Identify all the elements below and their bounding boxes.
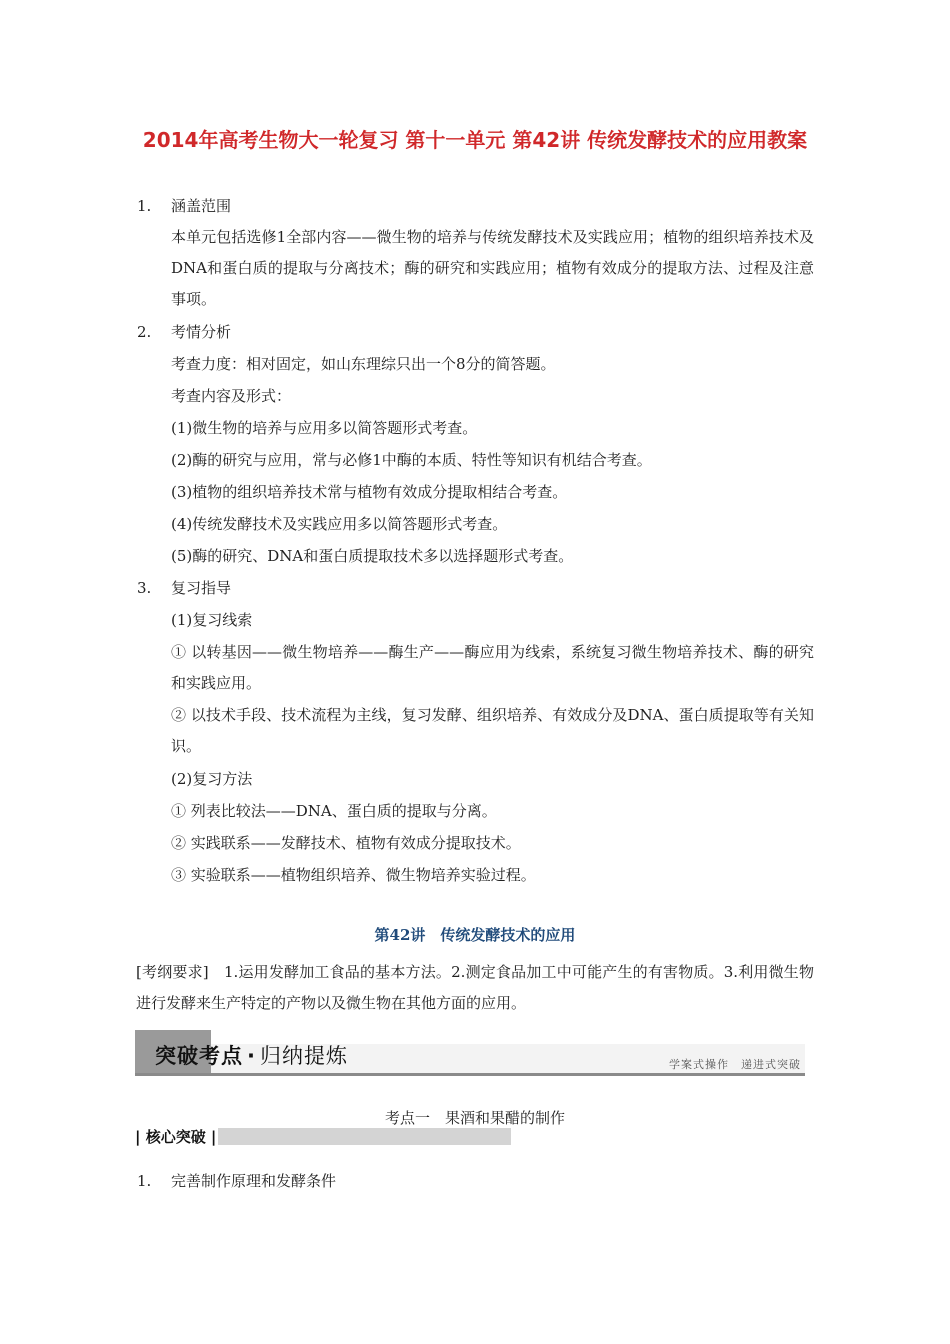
lecture-title: 第42讲 传统发酵技术的应用 xyxy=(374,926,576,944)
item-1-text: 完善制作原理和发酵条件 xyxy=(171,1172,337,1190)
section-1-number: 1. xyxy=(137,197,152,215)
exam-content-label: 考查内容及形式： xyxy=(171,387,292,405)
review-methods-label: (2)复习方法 xyxy=(171,770,253,788)
review-method-3: ③ 实验联系——植物组织培养、微生物培养实验过程。 xyxy=(171,866,536,884)
review-clues-label: (1)复习线索 xyxy=(171,611,253,629)
document-title: 2014年高考生物大一轮复习 第十一单元 第42讲 传统发酵技术的应用教案 xyxy=(142,128,808,152)
exam-item-4: (4)传统发酵技术及实践应用多以简答题形式考查。 xyxy=(171,515,508,533)
exam-item-2: (2)酶的研究与应用，常与必修1中酶的本质、特性等知识有机结合考查。 xyxy=(171,451,652,469)
banner-title-dot: · xyxy=(247,1044,256,1068)
section-2-heading: 考情分析 xyxy=(171,323,232,341)
section-1-heading: 涵盖范围 xyxy=(171,197,232,215)
exam-item-3: (3)植物的组织培养技术常与植物有效成分提取相结合考查。 xyxy=(171,483,568,501)
core-breakthrough-label: | 核心突破 | xyxy=(135,1128,217,1146)
banner-underline xyxy=(135,1073,805,1076)
section-2-number: 2. xyxy=(137,323,152,341)
banner-title xyxy=(155,1040,348,1070)
section-3-number: 3. xyxy=(137,579,152,597)
exam-item-1: (1)微生物的培养与应用多以简答题形式考查。 xyxy=(171,419,478,437)
section-3-heading: 复习指导 xyxy=(171,579,232,597)
section-1-body: 本单元包括选修1全部内容——微生物的培养与传统发酵技术及实践应用；植物的组织培养技术及DNA和蛋白质的提取与分离技术；酶的研究和实践应用；植物有效成分的提取方法、过程及注意事项。 xyxy=(171,228,814,308)
section-banner xyxy=(135,1030,805,1078)
banner-tagline: 学案式操作 递进式突破 xyxy=(669,1058,801,1071)
review-method-2: ② 实践联系——发酵技术、植物有效成分提取技术。 xyxy=(171,834,521,852)
exam-intensity-line: 考查力度：相对固定，如山东理综只出一个8分的简答题。 xyxy=(171,355,556,373)
review-method-1: ① 列表比较法——DNA、蛋白质的提取与分离。 xyxy=(171,802,497,820)
syllabus-requirements: [考纲要求] 1.运用发酵加工食品的基本方法。2.测定食品加工中可能产生的有害物质。3.利用微生物进行发酵来生产特定的产物以及微生物在其他方面的应用。 xyxy=(136,963,814,1012)
review-clue-2: ② 以技术手段、技术流程为主线，复习发酵、组织培养、有效成分及DNA、蛋白质提取等有关知识。 xyxy=(171,706,814,755)
banner-title-light: 归纳提炼 xyxy=(259,1044,348,1068)
core-breakthrough-bar xyxy=(135,1128,511,1145)
kaodian-title: 考点一 果酒和果醋的制作 xyxy=(384,1109,565,1127)
banner-title-bold: 突破考点 xyxy=(155,1044,243,1068)
exam-item-5: (5)酶的研究、DNA和蛋白质提取技术多以选择题形式考查。 xyxy=(171,547,574,565)
review-clue-1: ① 以转基因——微生物培养——酶生产——酶应用为线索，系统复习微生物培养技术、酶的研究和实践应用。 xyxy=(171,643,814,692)
item-1-number: 1. xyxy=(137,1172,152,1190)
